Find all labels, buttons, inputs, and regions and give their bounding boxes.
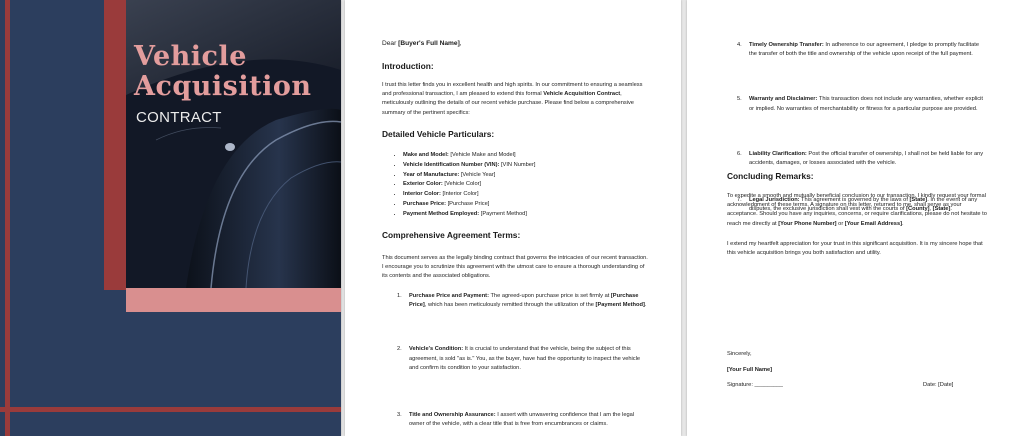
- term-item-6: [737, 150, 987, 168]
- intro-text-2: , meticulously outlining the details of our recent vehicle purchase. Please find below a comprehensive summary of the pertinent specifics:: [382, 91, 634, 116]
- term-text: , which has been meticulously remitted through the utilization of the: [424, 302, 596, 309]
- detail-item: [403, 151, 643, 161]
- phone-placeholder: [Your Phone Number]: [778, 220, 837, 227]
- term-text: .: [950, 206, 952, 213]
- greeting: [382, 39, 462, 48]
- detail-value: [Payment Method]: [479, 210, 527, 217]
- term-label: Legal Jurisdiction:: [749, 197, 800, 204]
- term-item-1: [397, 292, 647, 310]
- remarks-text: To expedite a smooth and mutually beneficial conclusion to our transaction, I kindly request your formal acknowledgment of these terms. A signature on this letter, returned to me, shall serve as your acceptance. Should you have any inquiries, concerns, or require clarifications, please do not hesitate to reach me directly at: [727, 193, 987, 227]
- term-label: Vehicle's Condition:: [409, 346, 464, 353]
- detail-label: Purchase Price:: [403, 200, 446, 207]
- term-text: Post the official transfer of ownership, I shall not be held liable for any accidents, damages, or losses associated with the vehicle.: [749, 150, 984, 167]
- remarks-paragraph-2: I extend my heartfelt appreciation for your trust in this significant acquisition. It is my sincere hope that this vehicle acquisition brings you both satisfaction and utility.: [727, 241, 983, 257]
- detail-item: [403, 171, 643, 181]
- detail-item: [403, 210, 643, 220]
- term-number: 5.: [737, 96, 742, 103]
- term-text: The agreed-upon purchase price is set firmly at: [488, 293, 611, 299]
- detail-value: [Vehicle Make and Model]: [448, 152, 516, 158]
- letter-page-2: [687, 0, 1024, 436]
- remarks-text: or: [836, 220, 845, 227]
- remarks-paragraph-1: [727, 192, 989, 229]
- signature-line: Signature: _________: [727, 382, 783, 388]
- cover-vertical-stripe: [5, 0, 10, 436]
- detail-label: Exterior Color:: [403, 181, 443, 188]
- detail-value: [Vehicle Year]: [459, 171, 496, 178]
- detail-item: [403, 161, 643, 171]
- cover-horizontal-stripe: [0, 407, 341, 412]
- cover-pink-bar: [126, 288, 341, 312]
- details-heading: Detailed Vehicle Particulars:: [382, 129, 495, 139]
- term-label: Timely Ownership Transfer:: [749, 42, 824, 48]
- term-bold: [Purchase Price]: [409, 293, 639, 309]
- term-number: 6.: [737, 150, 742, 157]
- term-label: Title and Ownership Assurance:: [409, 412, 496, 419]
- term-number: 7.: [737, 197, 742, 204]
- term-bold: [State]: [932, 206, 951, 213]
- term-text: This agreement is governed by the laws of: [799, 197, 910, 204]
- term-text: ,: [929, 206, 933, 213]
- term-text: I assert with unwavering confidence that I am the legal owner of the vehicle, with a clear title that is free from encumbrances or claims.: [409, 412, 635, 428]
- detail-label: Payment Method Employed:: [403, 210, 480, 217]
- term-text: .: [644, 302, 647, 309]
- detail-label: Vehicle Identification Number (VIN):: [403, 161, 500, 168]
- term-number: 1.: [397, 293, 402, 299]
- detail-item: [403, 200, 643, 210]
- detail-value: [Vehicle Color]: [442, 181, 482, 188]
- term-bold: [Payment Method]: [595, 302, 645, 309]
- detail-label: Interior Color:: [403, 191, 441, 198]
- buyer-name-placeholder: [Buyer's Full Name]: [398, 40, 460, 47]
- introduction-heading: Introduction:: [382, 61, 434, 71]
- date-line: Date: [Date]: [923, 382, 954, 388]
- cover-subtitle: CONTRACT: [136, 109, 222, 126]
- cover-maroon-block: [104, 0, 126, 290]
- cover-title: [134, 42, 311, 102]
- term-item-4: [737, 41, 987, 59]
- detail-label: Make and Model:: [403, 152, 449, 158]
- term-label: Warranty and Disclaimer:: [749, 96, 818, 103]
- term-text: This transaction does not include any warranties, whether explicit or implied. No warranties of merchantability or fitness for a particular purpose are provided.: [749, 96, 983, 112]
- term-number: 3.: [397, 412, 402, 419]
- term-text: In adherence to our agreement, I pledge to promptly facilitate the transfer of both the title and ownership of the vehicle upon receipt of the full payment.: [749, 42, 980, 58]
- vehicle-details-list: [393, 151, 643, 220]
- detail-label: Year of Manufacture:: [403, 171, 460, 178]
- remarks-heading: Concluding Remarks:: [727, 171, 814, 181]
- term-number: 4.: [737, 42, 742, 48]
- terms-intro: This document serves as the legally binding contract that governs the intricacies of our recent transaction. I encourage you to scrutinize this agreement with the utmost care to ensure a thorough understanding of its contents and the associated obligations.: [382, 255, 648, 280]
- cover-title-line2: Acquisition: [134, 71, 312, 102]
- greeting-suffix: ,: [459, 40, 462, 47]
- email-placeholder: [Your Email Address]: [844, 220, 902, 227]
- term-text: . In the event of any disputes, the exclusive jurisdiction shall vest with the courts of: [749, 197, 978, 213]
- cover-notch: [104, 290, 126, 312]
- detail-item: [403, 190, 643, 200]
- term-item-5: [737, 95, 987, 113]
- detail-value: [VIN Number]: [499, 161, 536, 168]
- letter-page-1: [345, 0, 681, 436]
- detail-value: [Purchase Price]: [446, 200, 490, 207]
- term-item-3: [397, 411, 647, 429]
- term-bold: [County]: [906, 206, 930, 213]
- terms-heading: Comprehensive Agreement Terms:: [382, 230, 521, 240]
- cover-title-line1: Vehicle: [134, 41, 247, 72]
- term-bold: [State]: [909, 197, 928, 204]
- term-item-2: [397, 345, 647, 373]
- intro-bold: Vehicle Acquisition Contract: [543, 91, 621, 98]
- detail-value: [Interior Color]: [440, 191, 479, 198]
- term-text: It is crucial to understand that the vehicle, being the subject of this agreement, is sold "as is." You, as the buyer, have had the opportunity to inspect the vehicle and confirm its condition to your satisfaction.: [409, 346, 641, 371]
- remarks-text: .: [902, 220, 904, 227]
- intro-text-1: I trust this letter finds you in excellent health and high spirits. In our commitment to ensuring a seamless and professional transaction, I am pleased to extend this formal: [382, 82, 643, 98]
- term-number: 2.: [397, 346, 402, 353]
- closing: Sincerely,: [727, 351, 752, 357]
- greeting-prefix: Dear: [382, 40, 399, 47]
- term-label: Liability Clarification:: [749, 150, 807, 157]
- term-label: Purchase Price and Payment:: [409, 293, 489, 299]
- signer-name: [Your Full Name]: [727, 367, 773, 373]
- detail-item: [403, 180, 643, 190]
- cover-page: [0, 0, 341, 436]
- introduction-paragraph: [382, 81, 652, 118]
